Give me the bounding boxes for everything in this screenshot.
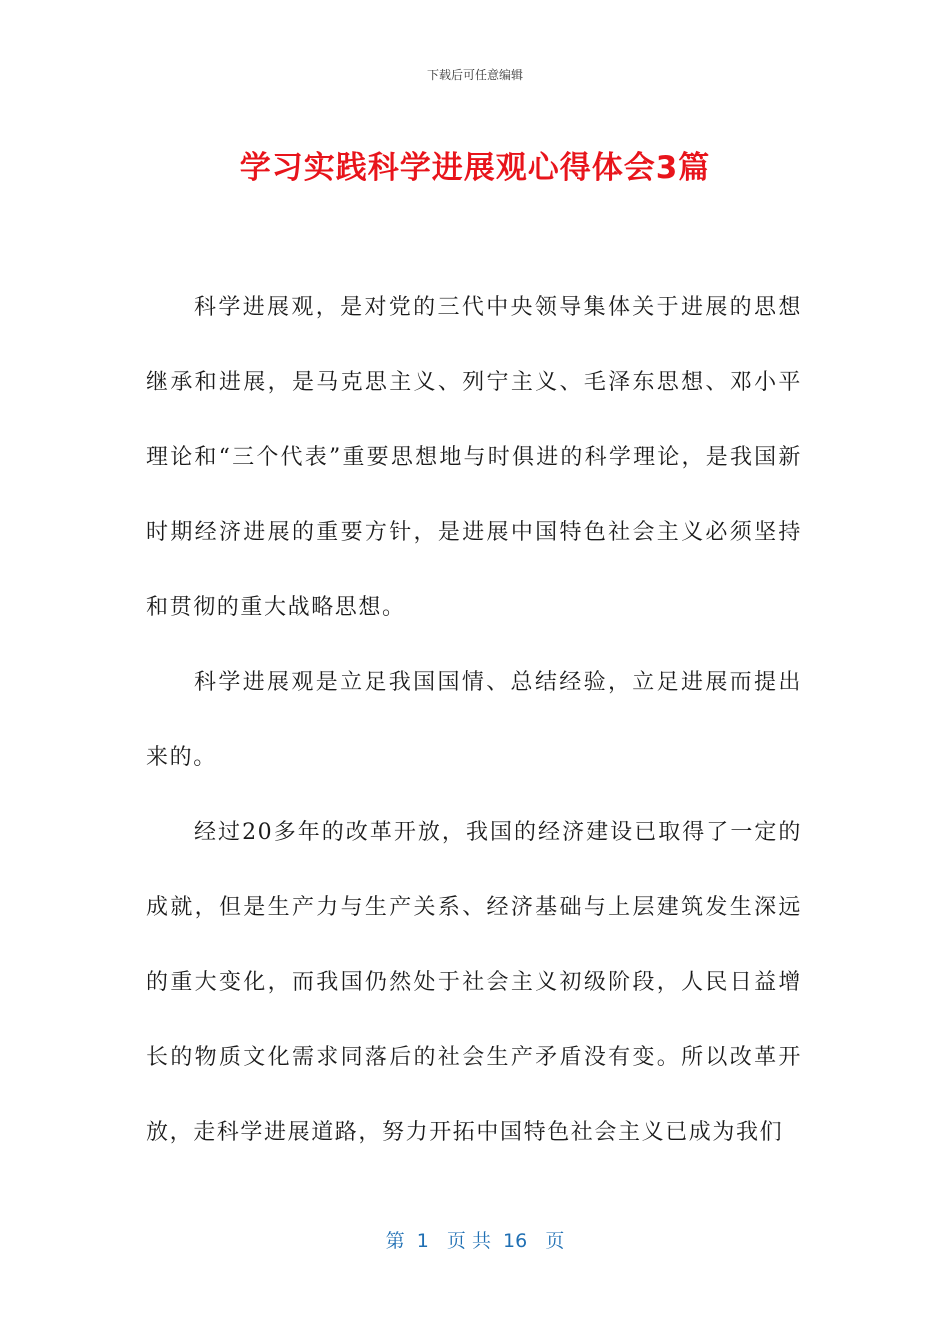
- document-title: 学习实践科学进展观心得体会3篇: [239, 150, 711, 186]
- page-footer: 第 1 页 共 16 页: [385, 1230, 565, 1252]
- paragraph-3: 经过20多年的改革开放，我国的经济建设已取得了一定的成就，但是生产力与生产关系、经济基础与上层建筑发生深远的重大变化，而我国仍然处于社会主义初级阶段，人民日益增长的物质文化需求同落后的社会生产矛盾没有变。所以改革开放，走科学进展道路，努力开拓中国特色社会主义已成为我们: [146, 820, 802, 1145]
- paragraph-1: 科学进展观，是对党的三代中央领导集体关于进展的思想继承和进展，是马克思主义、列宁主义、毛泽东思想、邓小平理论和“三个代表”重要思想地与时俱进的科学理论，是我国新时期经济进展的重要方针，是进展中国特色社会主义必须坚持和贯彻的重大战略思想。: [146, 295, 802, 620]
- document-body: [146, 270, 802, 1170]
- header-note: 下载后可任意编辑: [426, 68, 523, 82]
- paragraph-2: 科学进展观是立足我国国情、总结经验，立足进展而提出来的。: [146, 670, 802, 770]
